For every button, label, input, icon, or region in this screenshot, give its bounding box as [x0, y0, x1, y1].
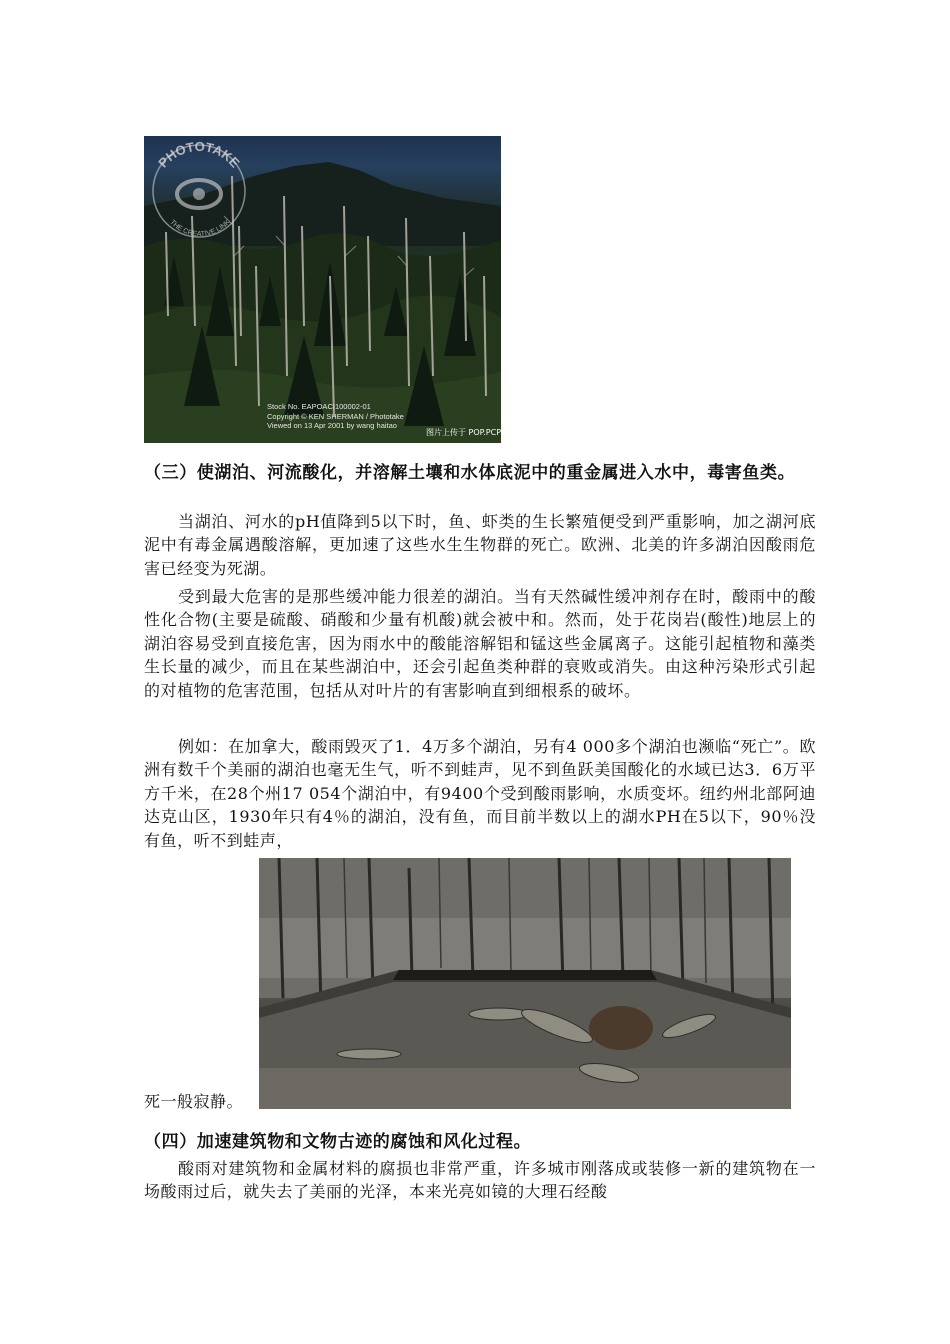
photo-caption [267, 402, 404, 431]
copyright-line: Copyright © KEN SHERMAN / Phototake [267, 411, 404, 421]
section-3-paragraph-1: 当湖泊、河水的pH值降到5以下时，鱼、虾类的生长繁殖便受到严重影响，加之湖河底泥中有毒金属遇酸溶解，更加速了这些水生生物群的死亡。欧洲、北美的许多湖泊因酸雨危害已经变为死湖。 [144, 512, 816, 578]
upload-credit: 图片上传于 POP.PCPOP.COM [426, 428, 533, 437]
section-3-paragraph-3: 例如：在加拿大，酸雨毁灭了1．4万多个湖泊，另有4 000多个湖泊也濒临“死亡”。欧洲有数千个美丽的湖泊也毫无生气，听不到蛙声，见不到鱼跃美国酸化的水域已达3．6万平方千米，在28个州17 054个湖泊中，有9400个受到酸雨影响，水质变坏。纽约州北部阿迪达克山区，1930年只有4％的湖泊，没有鱼，而目前半数以上的湖水PH在5以下，90％没有鱼，听不到蛙声， [144, 737, 816, 850]
section-4-heading: （四）加速建筑物和文物古迹的腐蚀和风化过程。 [144, 1132, 532, 1152]
watermark-bottom-text: THE CREATIVE LINK [168, 218, 232, 239]
dead-forest-photo [144, 136, 533, 443]
stock-number: Stock No. EAPOACI100002-01 [267, 402, 371, 411]
viewed-line: Viewed on 13 Apr 2001 by wang haitao [267, 421, 397, 430]
section-3-tail-text: 死一般寂静。 [144, 1092, 244, 1111]
svg-text:PHOTOTAKE [155, 139, 243, 171]
fish-tank-photo [259, 858, 791, 1109]
section-3-paragraph-2: 受到最大危害的是那些缓冲能力很差的湖泊。当有天然碱性缓冲剂存在时，酸雨中的酸性化合物(主要是硫酸、硝酸和少量有机酸)就会被中和。然而，处于花岗岩(酸性)地层上的湖泊容易受到直接危害，因为雨水中的酸能溶解铝和锰这些金属离子。这能引起植物和藻类生长量的减少，而且在某些湖泊中，还会引起鱼类种群的衰败或消失。由这种污染形式引起的对植物的危害范围，包括从对叶片的有害影响直到细根系的破坏。 [144, 587, 816, 700]
watermark-top-text: PHOTOTAKE [155, 138, 243, 171]
svg-text:THE CREATIVE LINK [168, 219, 231, 238]
section-4-paragraph: 酸雨对建筑物和金属材料的腐损也非常严重，许多城市刚落成或装修一新的建筑物在一场酸雨过后，就失去了美丽的光泽，本来光亮如镜的大理石经酸 [144, 1159, 816, 1202]
phototake-logo [144, 136, 254, 246]
section-3-heading: （三）使湖泊、河流酸化，并溶解土壤和水体底泥中的重金属进入水中，毒害鱼类。 [144, 463, 796, 483]
